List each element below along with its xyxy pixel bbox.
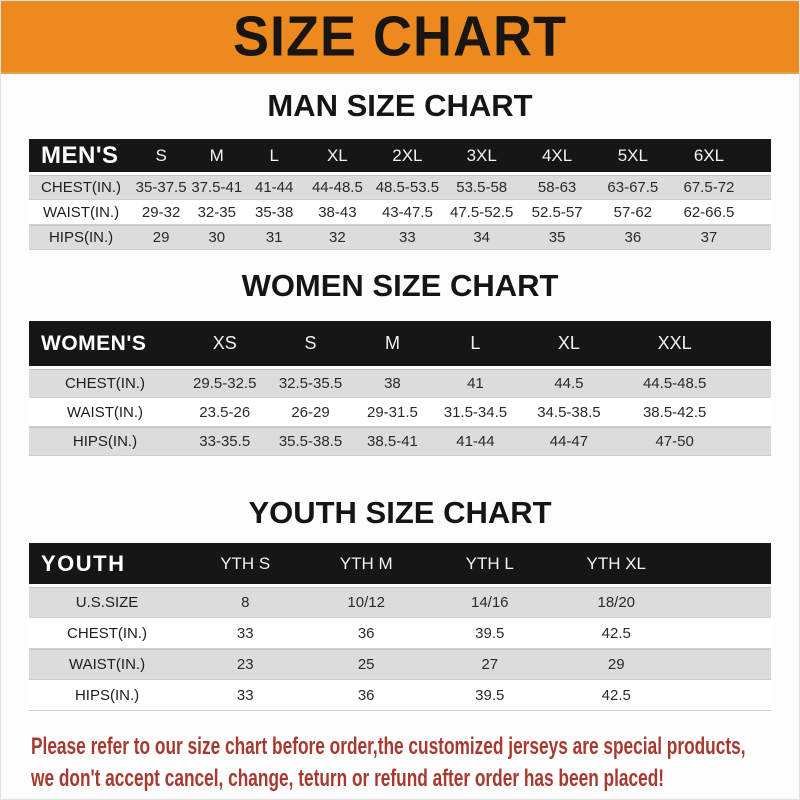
- row-label: WAIST(IN.): [66, 403, 144, 421]
- table-row: [29, 225, 771, 250]
- table-row: [29, 618, 771, 649]
- size-col-header: S: [304, 333, 317, 353]
- row-label: HIPS(IN.): [72, 433, 138, 450]
- men-size-table: [29, 139, 771, 250]
- youth-size-table: [29, 543, 771, 711]
- footer-note: [31, 731, 799, 795]
- size-value: 37.5-41: [191, 179, 243, 196]
- size-value: 29-31.5: [367, 403, 418, 421]
- size-value: 29: [607, 656, 625, 673]
- size-value: 34: [473, 229, 491, 246]
- size-value: 42.5: [601, 686, 631, 704]
- size-value: 35-37.5: [135, 179, 187, 196]
- size-value: 35.5-38.5: [278, 433, 343, 450]
- size-col-header: XS: [212, 333, 237, 353]
- size-value: 34.5-38.5: [537, 403, 601, 421]
- row-label: CHEST(IN.): [67, 624, 148, 642]
- size-col-header: M: [209, 145, 224, 165]
- size-value: 53.5-58: [456, 179, 508, 196]
- size-value: 14/16: [470, 594, 509, 611]
- youth-corner-label: YOUTH: [41, 550, 126, 576]
- size-value: 36: [357, 686, 375, 704]
- size-value: 26-29: [291, 403, 330, 421]
- size-value: 35: [548, 229, 566, 246]
- size-value: 42.5: [601, 624, 631, 642]
- size-col-header: YTH M: [339, 553, 393, 573]
- size-value: 33-35.5: [199, 433, 251, 450]
- size-col-header: XL: [557, 333, 580, 353]
- size-value: 39.5: [475, 686, 505, 704]
- size-col-header: 4XL: [541, 145, 573, 165]
- size-value: 10/12: [347, 594, 385, 611]
- footer-note-line1: Please refer to our size chart before order,the customized jerseys are special products,: [31, 733, 746, 760]
- size-value: 38.5-42.5: [642, 403, 707, 421]
- size-col-header: M: [384, 333, 400, 353]
- size-value: 38.5-41: [367, 433, 418, 450]
- size-value: 32.5-35.5: [278, 375, 343, 392]
- row-label: WAIST(IN.): [68, 656, 146, 673]
- size-value: 47.5-52.5: [450, 203, 514, 221]
- size-value: 67.5-72: [683, 179, 735, 196]
- size-value: 44.5-48.5: [642, 375, 707, 392]
- table-row: [29, 680, 771, 711]
- size-value: 35-38: [255, 203, 294, 221]
- row-label: WAIST(IN.): [43, 203, 120, 221]
- size-value: 27: [481, 656, 499, 673]
- size-value: 36: [624, 229, 642, 246]
- youth-section-title: YOUTH SIZE CHART: [248, 495, 552, 530]
- size-value: 33: [399, 229, 416, 246]
- row-label: HIPS(IN.): [48, 229, 114, 246]
- size-value: 52.5-57: [531, 203, 583, 221]
- size-value: 38: [384, 375, 401, 392]
- size-value: 29: [152, 229, 170, 246]
- size-col-header: 5XL: [617, 145, 648, 165]
- size-value: 25: [357, 656, 375, 673]
- size-value: 38-43: [318, 203, 357, 221]
- men-section-title: MAN SIZE CHART: [267, 88, 533, 123]
- size-value: 41-44: [456, 433, 495, 450]
- size-value: 47-50: [655, 433, 694, 450]
- table-row: [29, 649, 771, 680]
- size-value: 33: [236, 686, 254, 704]
- size-col-header: S: [155, 145, 167, 165]
- size-value: 8: [241, 594, 250, 611]
- size-value: 44.5: [554, 375, 584, 392]
- size-col-header: XL: [326, 145, 348, 165]
- size-value: 31: [265, 229, 283, 246]
- size-value: 57-62: [613, 203, 653, 221]
- size-value: 23.5-26: [199, 403, 251, 421]
- row-label: CHEST(IN.): [41, 179, 122, 196]
- size-col-header: XXL: [657, 333, 692, 353]
- size-value: 62-66.5: [683, 203, 735, 221]
- table-row: [29, 398, 771, 427]
- table-row: [29, 427, 771, 456]
- size-col-header: L: [269, 145, 279, 165]
- size-col-header: 3XL: [466, 145, 497, 165]
- size-value: 23: [236, 656, 254, 673]
- size-col-header: 2XL: [392, 145, 423, 165]
- size-value: 18/20: [597, 594, 636, 611]
- row-label: U.S.SIZE: [75, 594, 139, 611]
- size-value: 32: [329, 229, 346, 246]
- table-row: [29, 200, 771, 225]
- size-value: 43-47.5: [381, 203, 433, 221]
- size-value: 33: [236, 624, 254, 642]
- men-corner-label: MEN'S: [41, 141, 119, 169]
- size-value: 44-48.5: [311, 179, 363, 196]
- size-value: 36: [357, 624, 375, 642]
- size-value: 29-32: [141, 203, 181, 221]
- table-row: [29, 587, 771, 618]
- youth-table-header: [29, 543, 771, 584]
- size-chart-banner: [1, 1, 799, 74]
- size-col-header: L: [470, 333, 481, 353]
- size-value: 63-67.5: [607, 179, 659, 196]
- size-value: 39.5: [475, 624, 505, 642]
- size-value: 44-47: [549, 433, 589, 450]
- women-section-title: WOMEN SIZE CHART: [241, 268, 559, 303]
- size-value: 41-44: [255, 179, 294, 196]
- size-col-header: YTH XL: [586, 553, 647, 573]
- size-value: 37: [700, 229, 718, 246]
- footer-note-line2: we don't accept cancel, change, teturn or refund after order has been placed!: [31, 765, 665, 792]
- men-table-header: [29, 139, 771, 172]
- row-label: HIPS(IN.): [74, 686, 140, 704]
- women-table-header: [29, 321, 771, 366]
- row-label: CHEST(IN.): [64, 375, 145, 392]
- size-value: 41: [467, 375, 484, 392]
- banner-title: SIZE CHART: [233, 5, 567, 68]
- size-value: 30: [208, 229, 226, 246]
- table-row: [29, 369, 771, 398]
- size-value: 58-63: [537, 179, 577, 196]
- size-col-header: 6XL: [693, 145, 725, 165]
- women-corner-label: WOMEN'S: [41, 331, 147, 355]
- size-value: 31.5-34.5: [443, 403, 508, 421]
- size-col-header: YTH S: [220, 553, 271, 573]
- women-size-table: [29, 321, 771, 456]
- table-row: [29, 175, 771, 200]
- size-value: 29.5-32.5: [193, 375, 257, 392]
- size-value: 48.5-53.5: [375, 179, 440, 196]
- size-col-header: YTH L: [465, 553, 514, 573]
- size-value: 32-35: [197, 203, 236, 221]
